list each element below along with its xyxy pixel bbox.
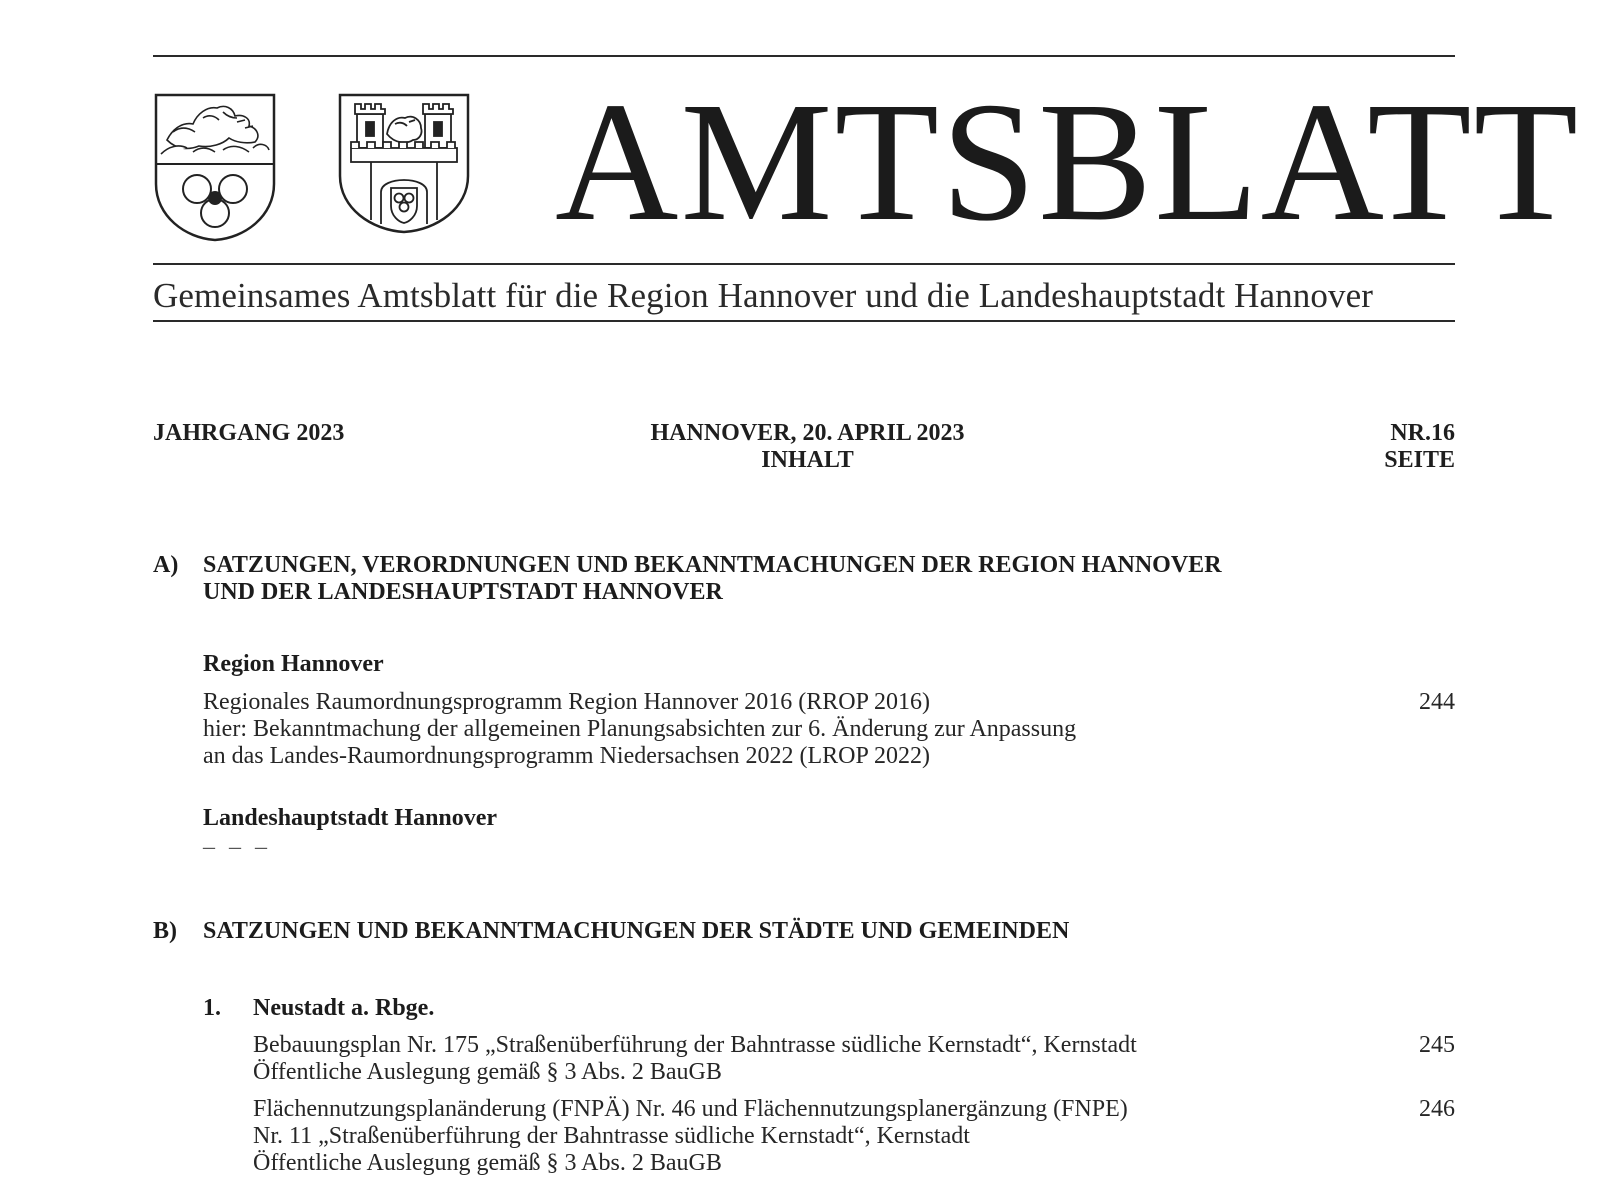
no-entries-placeholder: – – – [203,834,271,860]
toc-entry-fnpae [253,1096,1128,1177]
section-b-title: SATZUNGEN UND BEKANNTMACHUNGEN DER STÄDTE UND GEMEINDEN [203,918,1070,944]
issue-date-block [630,420,985,474]
landeshauptstadt-hannover-coat-of-arms [337,92,471,234]
subtitle-top-rule [153,263,1455,265]
issue-volume [153,420,344,447]
issue-number-block [1384,420,1455,474]
volume-label: JAHRGANG 2023 [153,420,345,446]
masthead-title: AMTSBLATT [555,67,1581,256]
top-rule [153,55,1455,57]
toc-entry-bebauungsplan [253,1032,1137,1086]
section-b-letter: B) [153,918,177,944]
toc-entry-rrop [203,689,1076,770]
section-a-letter: A) [153,552,179,578]
subtitle-bottom-rule [153,320,1455,322]
entry-line: Bebauungsplan Nr. 175 „Straßenüberführung der Bahntrasse südliche Kernstadt“, Kernstadt [253,1032,1137,1058]
masthead-subtitle: Gemeinsames Amtsblatt für die Region Hannover und die Landeshauptstadt Hannover [153,276,1373,315]
group-heading-landeshauptstadt: Landeshauptstadt Hannover [203,805,498,831]
entry-line: hier: Bekanntmachung der allgemeinen Planungsabsichten zur 6. Änderung zur Anpassung [203,716,1077,742]
toc-entry-page-number: 244 [1419,689,1455,715]
entry-line: Regionales Raumordnungsprogramm Region Hannover 2016 (RROP 2016) [203,689,931,715]
place-date: HANNOVER, 20. APRIL 2023 [650,420,965,446]
section-a-title-line-1: SATZUNGEN, VERORDNUNGEN UND BEKANNTMACHUNGEN DER REGION HANNOVER [203,552,1222,578]
toc-entry-page-number: 246 [1419,1096,1455,1122]
group-heading-neustadt: Neustadt a. Rbge. [253,995,435,1021]
page-column-label: SEITE [1384,447,1455,473]
entry-line: Öffentliche Auslegung gemäß § 3 Abs. 2 BauGB [253,1150,722,1176]
entry-line: Öffentliche Auslegung gemäß § 3 Abs. 2 BauGB [253,1059,722,1085]
section-a-title-line-2: UND DER LANDESHAUPTSTADT HANNOVER [203,579,723,605]
toc-entry-page-number: 245 [1419,1032,1455,1058]
issue-number: NR.16 [1390,420,1455,446]
group-number: 1. [203,995,221,1021]
entry-line: an das Landes-Raumordnungsprogramm Niedersachsen 2022 (LROP 2022) [203,743,930,769]
region-hannover-coat-of-arms [153,92,277,242]
entry-line: Flächennutzungsplanänderung (FNPÄ) Nr. 46 und Flächennutzungsplanergänzung (FNPE) [253,1096,1128,1122]
contents-label: INHALT [761,447,854,473]
group-heading-region-hannover: Region Hannover [203,651,384,677]
entry-line: Nr. 11 „Straßenüberführung der Bahntrasse südliche Kernstadt“, Kernstadt [253,1123,970,1149]
